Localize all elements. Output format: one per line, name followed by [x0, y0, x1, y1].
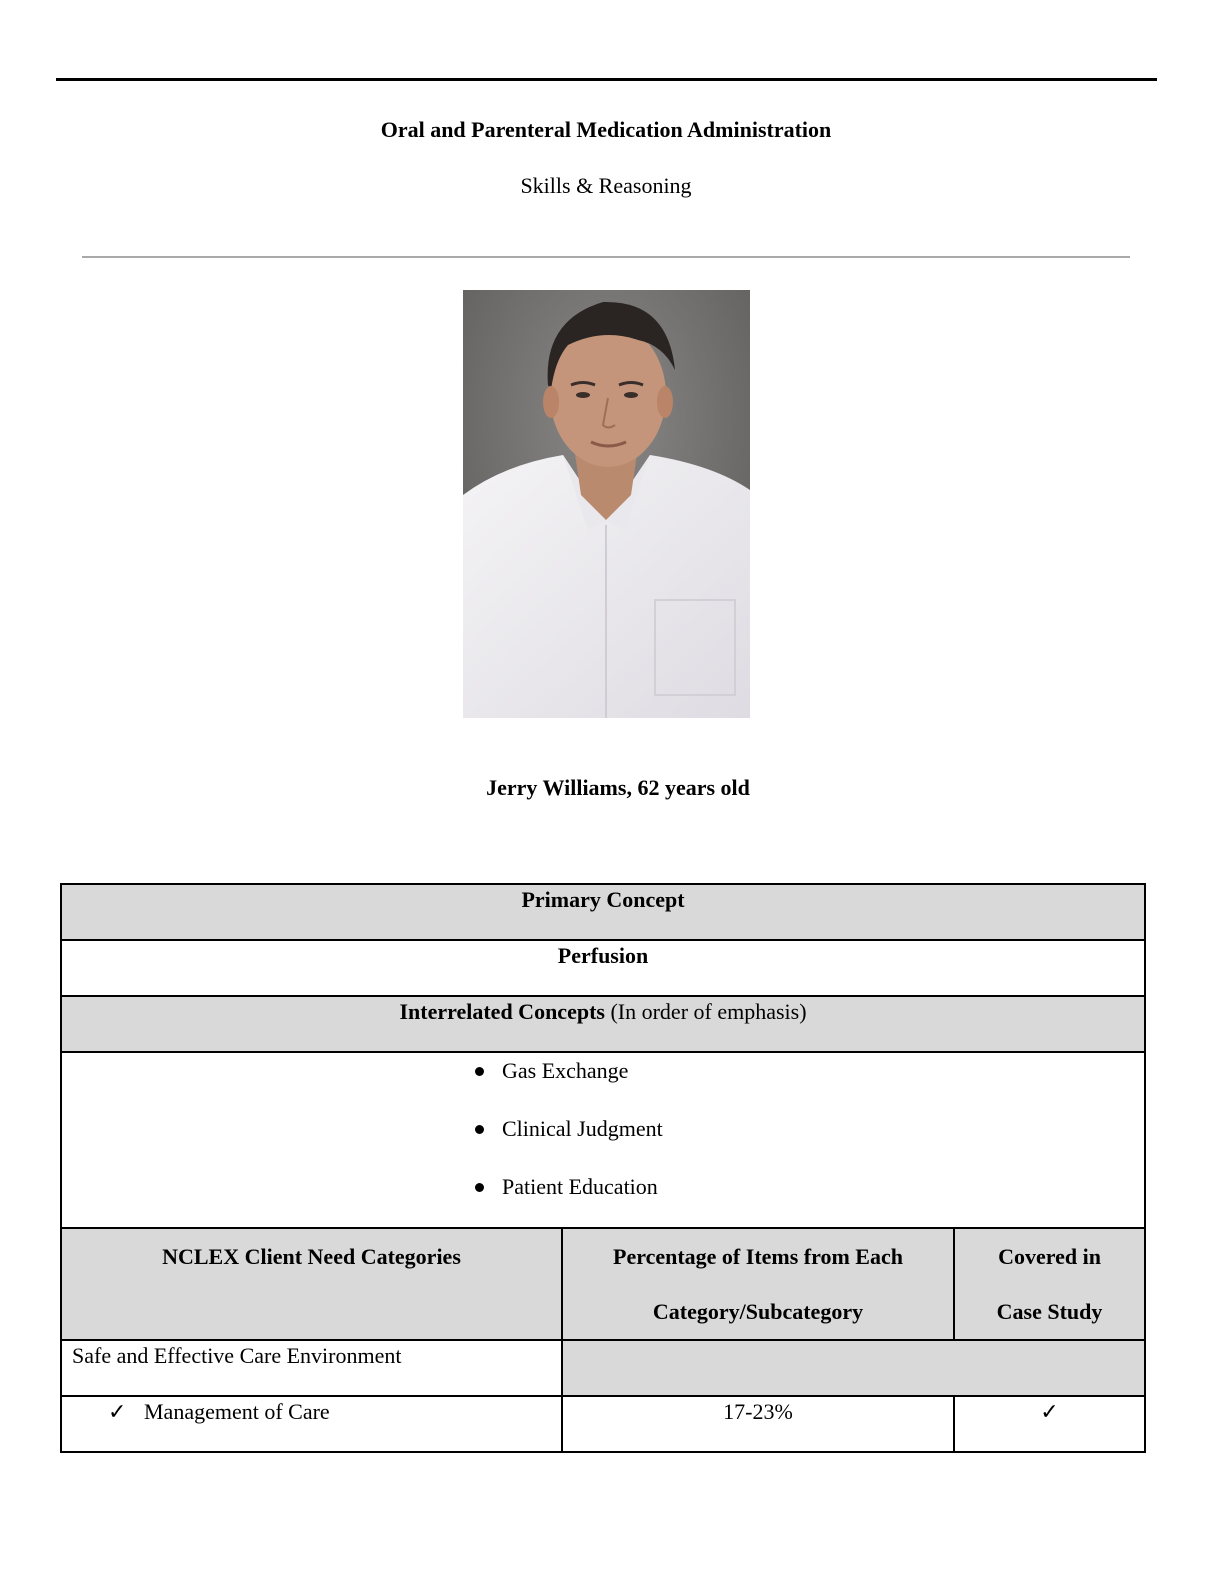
section-divider [82, 256, 1130, 258]
interrelated-header-row [61, 996, 1145, 1052]
interrelated-note: (In order of emphasis) [610, 999, 807, 1024]
primary-concept-row [61, 884, 1145, 940]
bullet-icon [475, 1125, 484, 1134]
nclex-subcategory [61, 1396, 562, 1452]
concept-table [60, 883, 1146, 1453]
interrelated-list-cell [61, 1052, 1145, 1228]
interrelated-label: Interrelated Concepts [399, 999, 605, 1024]
table-row [61, 1396, 1145, 1452]
nclex-col-categories: NCLEX Client Need Categories [61, 1228, 562, 1340]
interrelated-list [62, 1053, 1144, 1227]
primary-concept-label: Primary Concept [61, 884, 1145, 940]
document-title: Oral and Parenteral Medication Administration [380, 117, 832, 142]
nclex-col-covered: Covered in Case Study [954, 1228, 1145, 1340]
subcategory-percent: 17-23% [562, 1396, 954, 1452]
patient-name-age: Jerry Williams, 62 years old [486, 775, 750, 800]
checkmark-icon: ✓ [108, 1399, 127, 1424]
covered-checkmark-icon: ✓ [954, 1396, 1145, 1452]
bullet-icon [475, 1067, 484, 1076]
list-item: Gas Exchange [502, 1053, 1144, 1111]
interrelated-list-row [61, 1052, 1145, 1228]
list-item: Patient Education [502, 1169, 1144, 1227]
perfusion-row [61, 940, 1145, 996]
patient-photo [463, 290, 750, 718]
top-rule [56, 78, 1157, 81]
subcategory-label: Management of Care [144, 1399, 330, 1424]
nclex-header-row [61, 1228, 1145, 1340]
list-item: Clinical Judgment [502, 1111, 1144, 1169]
nclex-section-label: Safe and Effective Care Environment [61, 1340, 562, 1396]
primary-concept-value: Perfusion [61, 940, 1145, 996]
interrelated-header-cell [61, 996, 1145, 1052]
bullet-icon [475, 1183, 484, 1192]
nclex-section-shaded [562, 1340, 1145, 1396]
nclex-col-percentage: Percentage of Items from Each Category/Subcategory [562, 1228, 954, 1340]
nclex-section-row [61, 1340, 1145, 1396]
document-subtitle: Skills & Reasoning [520, 173, 692, 198]
